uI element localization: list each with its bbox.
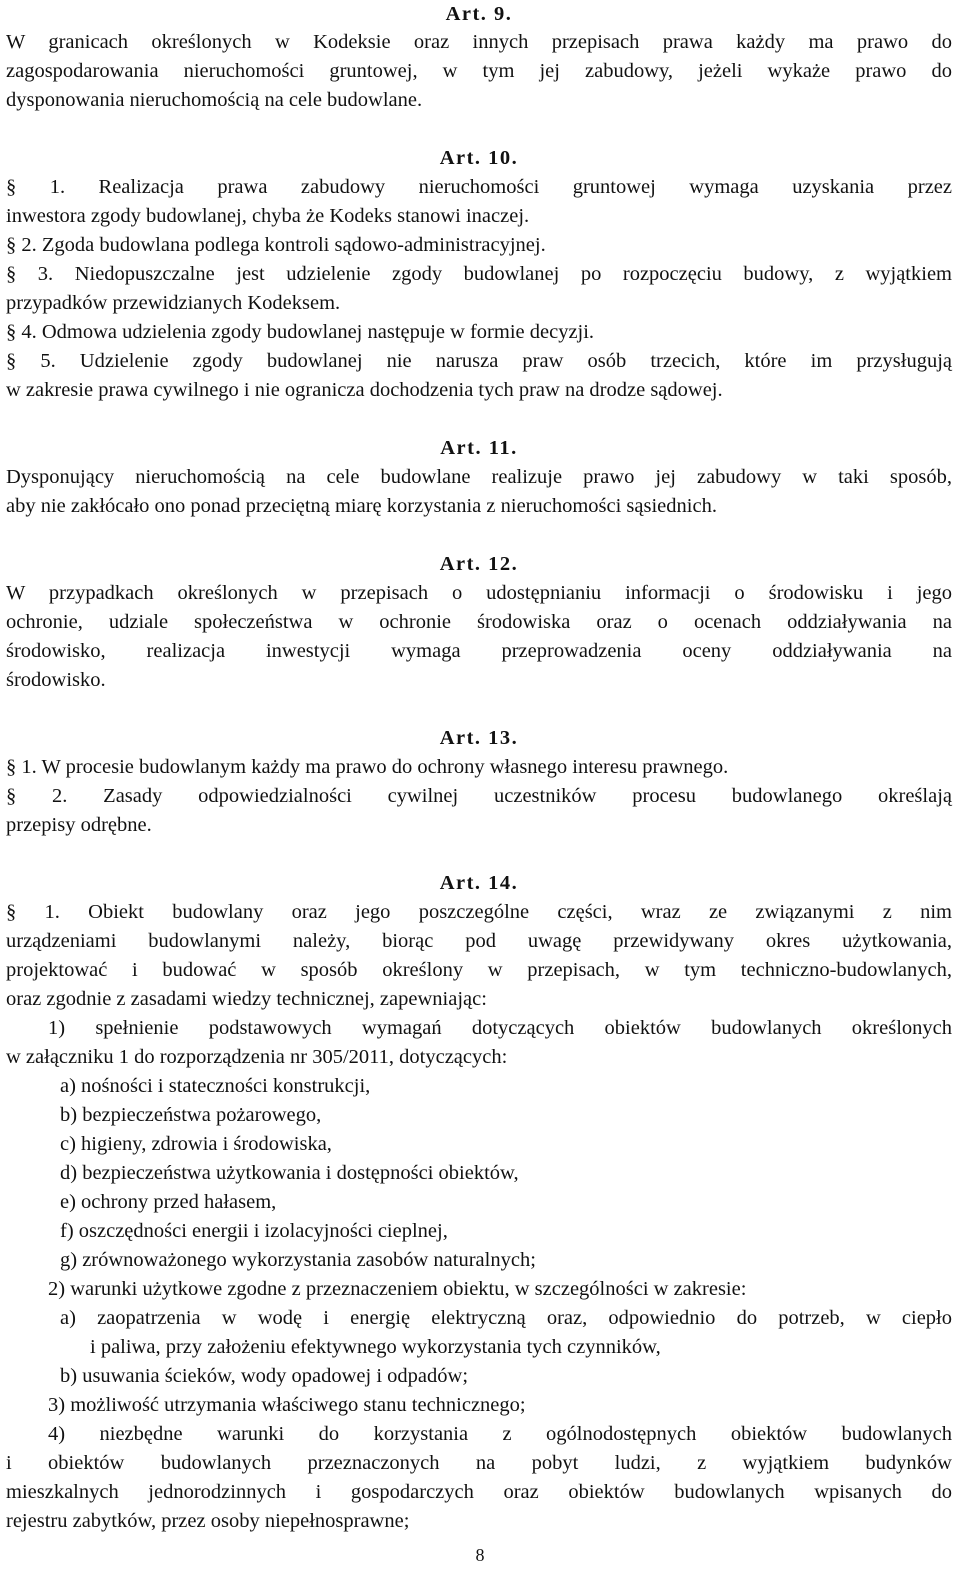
list-item: 4) niezbędne warunki do korzystania z ogólnodostępnych obiektów budowlanych xyxy=(48,1423,952,1445)
paragraph-line: § 1. W procesie budowlanym każdy ma prawo do ochrony własnego interesu prawnego. xyxy=(6,756,729,778)
paragraph-line: urządzeniami budowlanymi należy, biorąc pod uwagę przewidywany okres użytkowania, xyxy=(6,930,952,952)
article-heading-14: Art. 14. xyxy=(439,872,519,894)
paragraph-line: § 4. Odmowa udzielenia zgody budowlanej następuje w formie decyzji. xyxy=(6,321,595,343)
paragraph-line: i obiektów budowlanych przeznaczonych na pobyt ludzi, z wyjątkiem budynków xyxy=(6,1452,952,1474)
paragraph-line: W przypadkach określonych w przepisach o udostępnianiu informacji o środowisku i jego xyxy=(6,582,952,604)
paragraph-line: oraz zgodnie z zasadami wiedzy technicznej, zapewniając: xyxy=(6,988,487,1010)
list-item-continuation: i paliwa, przy założeniu efektywnego wykorzystania tych czynników, xyxy=(90,1336,661,1358)
paragraph-line: § 2. Zgoda budowlana podlega kontroli sądowo-administracyjnej. xyxy=(6,234,546,256)
paragraph-line: zagospodarowania nieruchomości gruntowej, w tym jej zabudowy, jeżeli wykaże prawo do xyxy=(6,60,952,82)
article-heading-11: Art. 11. xyxy=(440,437,518,459)
paragraph-line: dysponowania nieruchomością na cele budowlane. xyxy=(6,89,423,111)
paragraph-line: § 2. Zasady odpowiedzialności cywilnej uczestników procesu budowlanego określają xyxy=(6,785,952,807)
paragraph-line: Dysponujący nieruchomością na cele budowlane realizuje prawo jej zabudowy w taki sposób, xyxy=(6,466,952,488)
page-number: 8 xyxy=(475,1545,485,1565)
paragraph-line: rejestru zabytków, przez osoby niepełnosprawne; xyxy=(6,1510,410,1532)
article-heading-10: Art. 10. xyxy=(439,147,519,169)
list-item: b) bezpieczeństwa pożarowego, xyxy=(60,1104,322,1126)
list-item: a) nośności i stateczności konstrukcji, xyxy=(60,1075,371,1097)
paragraph-line: ochronie, udziale społeczeństwa w ochronie środowiska oraz o ocenach oddziaływania na xyxy=(6,611,952,633)
list-item: e) ochrony przed hałasem, xyxy=(60,1191,277,1213)
list-item: b) usuwania ścieków, wody opadowej i odpadów; xyxy=(60,1365,469,1387)
article-heading-12: Art. 12. xyxy=(439,553,519,575)
list-item: f) oszczędności energii i izolacyjności cieplnej, xyxy=(60,1220,448,1242)
paragraph-line: projektować i budować w sposób określony w przepisach, w tym techniczno-budowlanych, xyxy=(6,959,952,981)
article-heading-13: Art. 13. xyxy=(439,727,519,749)
paragraph-line: aby nie zakłócało ono ponad przeciętną miarę korzystania z nieruchomości sąsiednich. xyxy=(6,495,717,517)
list-item: 2) warunki użytkowe zgodne z przeznaczeniem obiektu, w szczególności w zakresie: xyxy=(48,1278,747,1300)
paragraph-line: § 5. Udzielenie zgody budowlanej nie narusza praw osób trzecich, które im przysługują xyxy=(6,350,952,372)
paragraph-line: § 1. Realizacja prawa zabudowy nieruchomości gruntowej wymaga uzyskania przez xyxy=(6,176,952,198)
paragraph-line: przypadków przewidzianych Kodeksem. xyxy=(6,292,341,314)
list-item: c) higieny, zdrowia i środowiska, xyxy=(60,1133,332,1155)
paragraph-line: inwestora zgody budowlanej, chyba że Kodeks stanowi inaczej. xyxy=(6,205,530,227)
article-heading-9: Art. 9. xyxy=(445,3,513,25)
paragraph-line: § 3. Niedopuszczalne jest udzielenie zgody budowlanej po rozpoczęciu budowy, z wyjątkiem xyxy=(6,263,952,285)
paragraph-line: w załączniku 1 do rozporządzenia nr 305/2011, dotyczących: xyxy=(6,1046,508,1068)
list-item: 3) możliwość utrzymania właściwego stanu technicznego; xyxy=(48,1394,526,1416)
list-item: g) zrównoważonego wykorzystania zasobów naturalnych; xyxy=(60,1249,536,1271)
paragraph-line: środowisko, realizacja inwestycji wymaga przeprowadzenia oceny oddziaływania na xyxy=(6,640,952,662)
paragraph-line: przepisy odrębne. xyxy=(6,814,152,836)
paragraph-line: środowisko. xyxy=(6,669,106,691)
paragraph-line: w zakresie prawa cywilnego i nie ogranicza dochodzenia tych praw na drodze sądowej. xyxy=(6,379,723,401)
list-item: a) zaopatrzenia w wodę i energię elektryczną oraz, odpowiednio do potrzeb, w ciepło xyxy=(60,1307,952,1329)
paragraph-line: W granicach określonych w Kodeksie oraz innych przepisach prawa każdy ma prawo do xyxy=(6,31,952,53)
list-item: d) bezpieczeństwa użytkowania i dostępności obiektów, xyxy=(60,1162,519,1184)
paragraph-line: mieszkalnych jednorodzinnych i gospodarczych oraz obiektów budowlanych wpisanych do xyxy=(6,1481,952,1503)
list-item: 1) spełnienie podstawowych wymagań dotyczących obiektów budowlanych określonych xyxy=(48,1017,952,1039)
paragraph-line: § 1. Obiekt budowlany oraz jego poszczególne części, wraz ze związanymi z nim xyxy=(6,901,952,923)
